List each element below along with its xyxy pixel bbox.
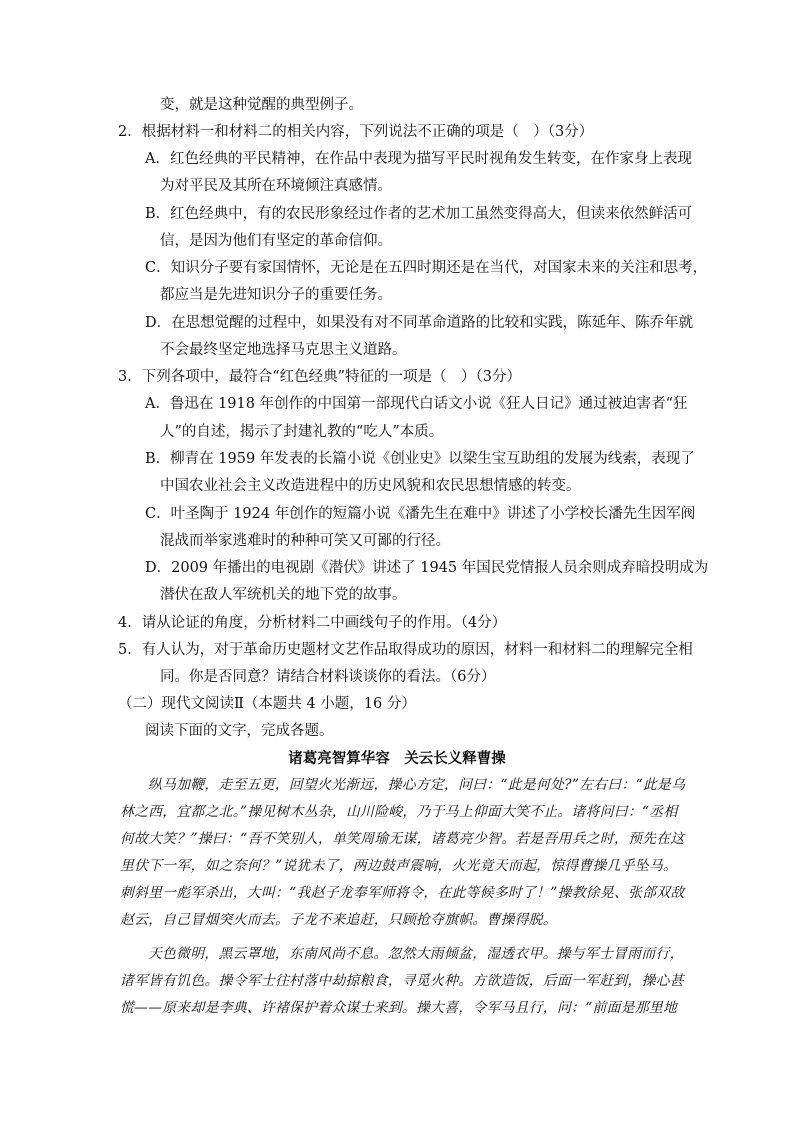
question-3: 3．下列各项中，最符合“红色经典”特征的一项是（ ）（3分） — [118, 369, 522, 385]
q3-option-c-cont: 混战而举家逃难时的种种可笑又可鄙的行径。 — [160, 533, 450, 549]
passage-line: 慌——原来却是李典、许褚保护着众谋士来到。操大喜，令军马且行，问：“前面是那里地 — [120, 1000, 678, 1016]
q2-option-a-cont: 为对平民及其所在环境倾注真感情。 — [160, 178, 392, 194]
q2-option-c: C．知识分子要有家国情怀，无论是在五四时期还是在当代，对国家未来的关注和思考， — [145, 260, 708, 276]
passage-line: 刺斜里一彪军杀出，大叫：“我赵子龙奉军师将令，在此等候多时了！”操教徐晃、张郃双敌 — [120, 885, 685, 901]
text-line: 变，就是这种觉醒的典型例子。 — [160, 97, 363, 113]
q3-option-b: B．柳青在 1959 年发表的长篇小说《创业史》以梁生宝互助组的发展为线索，表现了 — [145, 451, 695, 467]
passage-line: 林之西，宜都之北。”操见树木丛杂，山川险峻，乃于马上仰面大笑不止。诸将问曰：“丞相 — [120, 804, 678, 820]
passage-line: 赵云，自己冒烟突火而去。子龙不来追赶，只顾抢夺旗帜。曹操得脱。 — [120, 912, 558, 928]
q3-option-b-cont: 中国农业社会主义改造进程中的历史风貌和农民思想情感的转变。 — [160, 478, 581, 494]
question-5-cont: 同。你是否同意？请结合材料谈谈你的看法。（6分） — [160, 669, 496, 685]
passage-title: 诸葛亮智算华容 关云长义释曹操 — [288, 750, 506, 767]
q3-option-d-cont: 潜伏在敌人军统机关的地下党的故事。 — [160, 587, 407, 603]
q2-option-d: D．在思想觉醒的过程中，如果没有对不同革命道路的比较和实践，陈延年、陈乔年就 — [145, 315, 694, 331]
question-2: 2．根据材料一和材料二的相关内容，下列说法不正确的项是（ ）（3分） — [118, 124, 594, 140]
q3-option-d: D．2009 年播出的电视剧《潜伏》讲述了 1945 年国民党情报人员余则成弃暗投明成为 — [145, 560, 709, 576]
q3-option-a: A．鲁迅在 1918 年创作的中国第一部现代白话文小说《狂人日记》通过被迫害者“狂 — [145, 396, 688, 412]
reading-instruction: 阅读下面的文字，完成各题。 — [145, 723, 334, 739]
passage-line: 里伏下一军，如之奈何？”说犹未了，两边鼓声震响，火光竟天而起，惊得曹操几乎坠马。 — [120, 858, 678, 874]
q2-option-b-cont: 信，是因为他们有坚定的革命信仰。 — [160, 233, 392, 249]
q2-option-b: B．红色经典中，有的农民形象经过作者的艺术加工虽然变得高大，但读来依然鲜活可 — [145, 206, 693, 222]
q3-option-c: C．叶圣陶于 1924 年创作的短篇小说《潘先生在难中》讲述了小学校长潘先生因军阀 — [145, 506, 696, 522]
passage-line: 何故大笑？”操曰：“吾不笑别人，单笑周瑜无谋，诸葛亮少智。若是吾用兵之时，预先在这 — [120, 831, 685, 847]
q2-option-d-cont: 不会最终坚定地选择马克思主义道路。 — [160, 342, 407, 358]
passage-line: 天色微明，黑云罩地，东南风尚不息。忽然大雨倾盆，湿透衣甲。操与军士冒雨而行， — [148, 946, 684, 962]
question-5: 5．有人认为，对于革命历史题材文艺作品取得成功的原因，材料一和材料二的理解完全相 — [118, 642, 693, 658]
q2-option-c-cont: 都应当是先进知识分子的重要任务。 — [160, 287, 392, 303]
q2-option-a: A．红色经典的平民精神，在作品中表现为描写平民时视角发生转变，在作家身上表现 — [145, 151, 692, 167]
question-4: 4．请从论证的角度，分析材料二中画线句子的作用。（4分） — [118, 615, 507, 631]
passage-line: 诸军皆有饥色。操令军士往村落中劫掠粮食，寻觅火种。方欲造饭，后面一军赶到，操心甚 — [120, 973, 684, 989]
q3-option-a-cont: 人”的自述，揭示了封建礼教的“吃人”本质。 — [160, 424, 444, 440]
passage-line: 纵马加鞭，走至五更，回望火光渐远，操心方定，问曰：“此是何处?”左右曰：“此是乌 — [148, 777, 686, 793]
section-heading: （二）现代文阅读Ⅱ（本题共 4 小题，16 分） — [118, 696, 416, 712]
